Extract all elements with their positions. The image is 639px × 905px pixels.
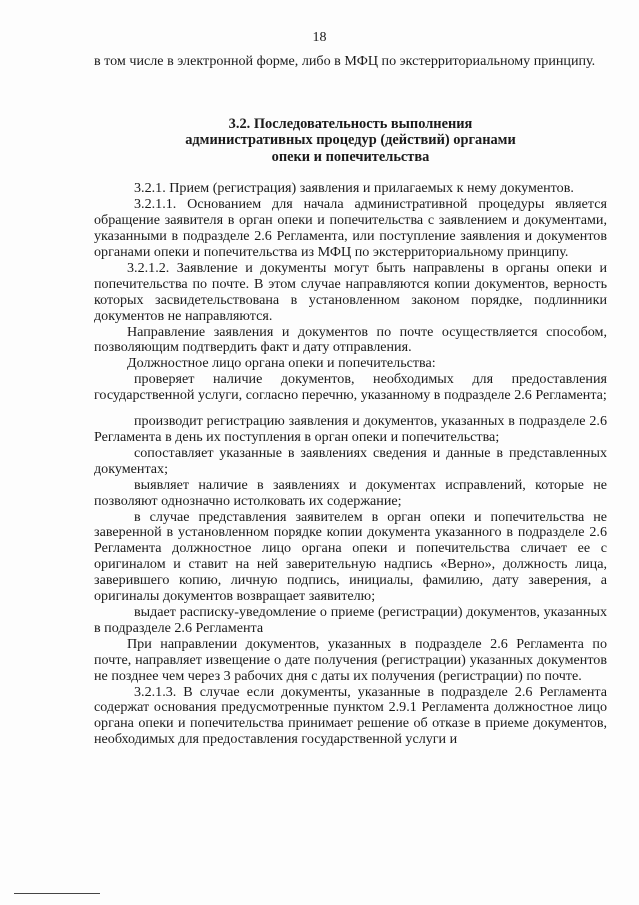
section-heading-line-2: административных процедур (действий) органами xyxy=(185,132,516,149)
paragraph-official-duties: Должностное лицо органа опеки и попечительства: xyxy=(127,355,436,372)
list-item-compare: сопоставляет указанные в заявлениях сведения и данные в представленных документах; xyxy=(94,444,607,477)
paragraph-3-2-1-3: 3.2.1.3. В случае если документы, указанные в подразделе 2.6 Регламента содержат основания предусмотренные пунктом 2.9.1 Регламента должностное лицо органа опеки и попечительства принимает решение об отказе в приеме документов, необходимых для предоставления государственной услуги и xyxy=(94,683,607,748)
list-item-check-documents: проверяет наличие документов, необходимых для предоставления государственной услуги, согласно перечню, указанному в подразделе 2.6 Регламента; xyxy=(94,371,607,404)
page-number: 18 xyxy=(312,30,327,45)
list-item-register: производит регистрацию заявления и документов, указанных в подразделе 2.6 Регламента в день их поступления в орган опеки и попечительства; xyxy=(94,413,607,445)
section-heading xyxy=(94,116,607,166)
section-heading-line-1: 3.2. Последовательность выполнения xyxy=(228,115,473,132)
list-item-detect-corrections: выявляет наличие в заявлениях и документах исправлений, которые не позволяют однозначно истолковать их содержание; xyxy=(94,476,607,509)
document-body xyxy=(94,54,607,748)
paragraph-3-2-1: 3.2.1. Прием (регистрация) заявления и прилагаемых к нему документов. xyxy=(134,180,574,197)
section-heading-line-3: опеки и попечительства xyxy=(271,148,430,165)
list-item-issue-receipt: выдает расписку-уведомление о приеме (регистрации) документов, указанных в подразделе 2.6 Регламента xyxy=(94,603,607,636)
footnote-divider xyxy=(14,893,100,894)
list-item-certify-copy: в случае представления заявителем в орган опеки и попечительства не заверенной в установленном порядке копии документа указанного в подразделе 2.6 Регламента должностное лицо органа опеки и попечительства сличает ее с оригиналом и ставит на ней заверительную надпись «Верно», должность лица, заверившего копию, личную подпись, инициалы, фамилию, дату заверения, а оригиналы документов возвращает заявителю; xyxy=(94,508,607,605)
paragraph-3-2-1-2: 3.2.1.2. Заявление и документы могут быть направлены в органы опеки и попечительства по почте. В этом случае направляются копии документов, верность которых засвидетельствована в установленном законом порядке, подлинники документов не направляются. xyxy=(94,259,607,324)
intro-paragraph: в том числе в электронной форме, либо в МФЦ по экстерриториальному принципу. xyxy=(94,53,596,69)
paragraph-3-2-1-1: 3.2.1.1. Основанием для начала административной процедуры является обращение заявителя в орган опеки и попечительства с заявлением и документами, указанными в подразделе 2.6 Регламента, или поступление заявления и документов органами опеки и попечительства из МФЦ по экстерриториальному принципу. xyxy=(94,196,607,261)
paragraph-mail-notification: При направлении документов, указанных в подразделе 2.6 Регламента по почте, направляет извещение о дате получения (регистрации) указанных документов не позднее чем через 3 рабочих дня с даты их получения (регистрации) по почте. xyxy=(94,635,607,684)
paragraph-mail-submission: Направление заявления и документов по почте осуществляется способом, позволяющим подтвердить факт и дату отправления. xyxy=(94,323,607,356)
